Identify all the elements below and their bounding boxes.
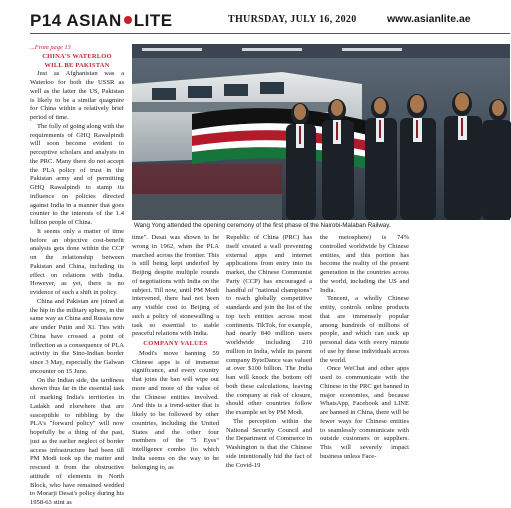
article-column-4 — [320, 234, 409, 460]
brand-logo — [30, 11, 173, 31]
paragraph: The folly of going along with the requirements of GHQ Rawalpindi will soon become evident to perceptive scholars and analysts in the PRC. Many there do not accept the PLA policy of trust in the Pakistan army and of permitting GHQ Rawalpindi to stamp its influence on policies directed against India in a manner that goes counter to the interests of the 1.4 billion people of China. — [30, 122, 124, 226]
paragraph: Tencent, a wholly Chinese entity, controls online products that are immensely popular among hundreds of millions of people, and which can suck up personal data with every minute of use by these individuals across the world. — [320, 295, 409, 364]
paragraph: Republic of China (PRC) has itself created a wall preventing external apps and internet applications from entry into its market, the Chinese Communist Party (CCP) has encouraged a handful of "national champions" to reach globally competitive standards and join the list of the top tech entities across most continents. TikTok, for example, had nearly 840 million users worldwide including 210 million in India, while its parent company ByteDance was valued at over $100 billion. The India ban will knock the bottom off both these calculations, leaving the company at risk of closure, should other countries follow the example set by PM Modi. — [226, 234, 312, 416]
subheading: COMPANY VALUES — [143, 340, 208, 347]
masthead-divider — [30, 33, 510, 34]
headline-line-1: CHINA'S WATERLOO — [42, 52, 112, 60]
issue-date: THURSDAY, JULY 16, 2020 — [228, 14, 357, 25]
headline-line-2: WILL BE PAKISTAN — [44, 61, 110, 69]
paragraph: China and Pakistan are joined at the hip in the military sphere, in the same way as China and Russia now are under Putin and Xi. Ties with China have crossed a point of inflection as a consequence of PLA activity in the Sino-Indian border since 3 May, especially the Galwan encounter on 15 June. — [30, 297, 124, 375]
article-column-3 — [226, 234, 312, 469]
page-number: P14 — [30, 11, 62, 30]
ceremony-photo-image — [132, 44, 510, 220]
website-url[interactable]: www.asianlite.ae — [387, 13, 471, 25]
paragraph: It seems only a matter of time before an objective cost-benefit analysis gets done within the CCP on the relationship between Pakistan and China, including its effect on relations with India. However, as yet, there is no evidence of such a shift in policy. — [30, 227, 124, 296]
article-column-2 — [132, 234, 219, 471]
paragraph: Just as Afghanistan was a Waterloo for both the USSR as well as the latter the US, Pakistan is likely to be a similar quagmire for China within a relatively brief period of time. — [30, 70, 124, 121]
paragraph: the metosphere) is 74% controlled worldwide by Chinese entities, and this portion has become the reality of the present generation in the countries across the world, including the US and India. — [320, 234, 409, 294]
masthead — [0, 0, 511, 34]
brand-asian: ASIAN — [66, 11, 122, 30]
photo-caption: Wang Yong attended the opening ceremony of the first phase of the Nairobi-Malaban Railway. — [134, 222, 391, 229]
paragraph: Modi's move banning 59 Chinese apps is of immense significance, and every country that joins the ban will wipe out more and more of the value of the Chinese entities involved. And this is a trend-setter that is likely to be followed by other countries, including the United States and the other four members of the "5 Eyes" intelligence combo (to which India seems on the way to be belonging to, as — [132, 349, 219, 471]
news-photo — [132, 44, 510, 220]
article-column-1 — [30, 44, 124, 506]
continued-from: ...From page 13 — [30, 44, 71, 51]
brand-lite: LITE — [133, 11, 173, 30]
paragraph: On the Indian side, the tardiness shown thus far in the essential task of marking India's territories in Ladakh and elsewhere that are susceptible to nibbling by the PLA's "forward policy" will now hopefully be a thing of the past, just as the earlier neglect of border access infrastructure had been till PM Modi took up the matter and rescued it from the obstructive attitude of elements in North Block, who have remained wedded to Morarji Desai's policy during his 1958-63 stint as — [30, 376, 124, 506]
paragraph: The perception within the National Security Council and the Department of Commerce in Washington is that the Chinese side intentionally hid the fact of the Covid-19 — [226, 417, 312, 469]
paragraph: Once WeChat and other apps used to communicate with the Chinese in the PRC get banned in major economies, and because WhatsApp, Facebook and LINE are banned in China, there will be fewer ways for Chinese entities to seamlessly communicate with outside customers or suppliers. This will severely impact business unless Face- — [320, 365, 409, 460]
paragraph: time". Desai was shown to be wrong in 1962, when the PLA marched across the frontier. This is still being kept underfed by Beijing despite multiple rounds of negotiations with India on the subject. Till now, until PM Modi intervened, there had not been any visible cost to Beijing of such a policy of stonewalling a task so essential to stable peaceful relations with India. — [132, 234, 219, 338]
brand-dot-icon — [124, 16, 132, 24]
